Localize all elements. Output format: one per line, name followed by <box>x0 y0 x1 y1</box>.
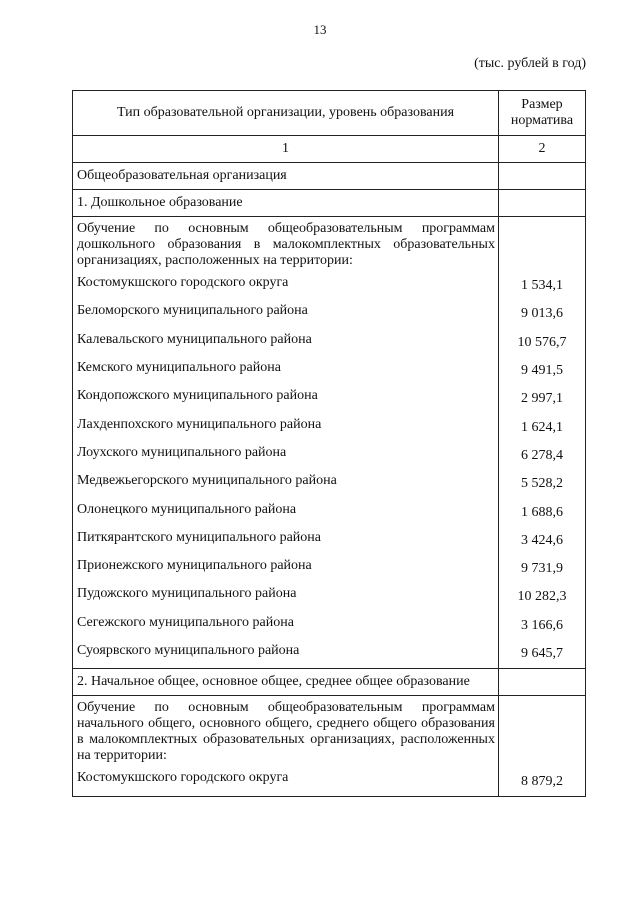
column-index-1: 1 <box>73 136 499 163</box>
column-index-row <box>73 136 586 163</box>
territory-name: Лахденпохского муниципального района <box>77 416 322 432</box>
normative-value: 1 534,1 <box>520 278 563 294</box>
normative-value: 10 576,7 <box>517 334 567 350</box>
normative-value: 1 624,1 <box>520 419 563 435</box>
territory-name: Лоухского муниципального района <box>77 444 287 460</box>
territory-name: Кондопожского муниципального района <box>77 388 318 404</box>
table-header-row <box>73 91 586 136</box>
section-title: 2. Начальное общее, основное общее, среднее общее образование <box>73 669 499 696</box>
normative-value: 5 528,2 <box>520 476 563 492</box>
normative-value: 3 424,6 <box>520 532 563 548</box>
territory-name: Костомукшского городского округа <box>77 770 289 786</box>
normative-value: 2 997,1 <box>520 391 563 407</box>
territory-name: Сегежского муниципального района <box>77 614 294 630</box>
header-type: Тип образовательной организации, уровень образования <box>73 91 499 136</box>
section-title-row <box>73 190 586 217</box>
header-size: Размер норматива <box>498 91 585 136</box>
territory-name: Пудожского муниципального района <box>77 586 297 602</box>
section-intro: Обучение по основным общеобразовательным программам дошкольного образования в малокомплектных образовательных организациях, расположенных на территории: <box>77 221 495 268</box>
territory-name: Прионежского муниципального района <box>77 558 312 574</box>
column-index-2: 2 <box>498 136 585 163</box>
page-number: 13 <box>313 22 327 37</box>
territory-name: Кемского муниципального района <box>77 360 281 376</box>
section-title-row <box>73 669 586 696</box>
normative-value: 9 013,6 <box>520 306 563 322</box>
section-intro: Обучение по основным общеобразовательным программам начального общего, основного общего, среднего общего образования в малокомплектных образовательных организациях, расположенных на территории: <box>77 700 495 764</box>
section-title: 1. Дошкольное образование <box>73 190 499 217</box>
normative-value: 9 491,5 <box>520 363 563 379</box>
org-type-label: Общеобразовательная организация <box>73 163 499 190</box>
territory-name: Калевальского муниципального района <box>77 331 312 347</box>
territory-name: Питкярантского муниципального района <box>77 529 321 545</box>
territory-name: Суоярвского муниципального района <box>77 643 300 658</box>
normative-table <box>72 90 586 797</box>
territory-name: Костомукшского городского округа <box>77 275 289 291</box>
territory-name: Олонецкого муниципального района <box>77 501 297 517</box>
normative-value: 8 879,2 <box>520 774 563 790</box>
normative-value: 9 645,7 <box>520 646 563 661</box>
org-type-row <box>73 163 586 190</box>
normative-value: 6 278,4 <box>520 447 563 463</box>
territory-name: Медвежьегорского муниципального района <box>77 473 337 489</box>
normative-value: 10 282,3 <box>517 589 567 605</box>
territory-name: Беломорского муниципального района <box>77 303 308 319</box>
normative-value: 1 688,6 <box>520 504 563 520</box>
normative-value: 3 166,6 <box>520 617 563 633</box>
normative-value: 9 731,9 <box>520 561 563 577</box>
section-group <box>73 217 586 669</box>
units-label: (тыс. рублей в год) <box>474 56 586 71</box>
section-group <box>73 696 586 797</box>
